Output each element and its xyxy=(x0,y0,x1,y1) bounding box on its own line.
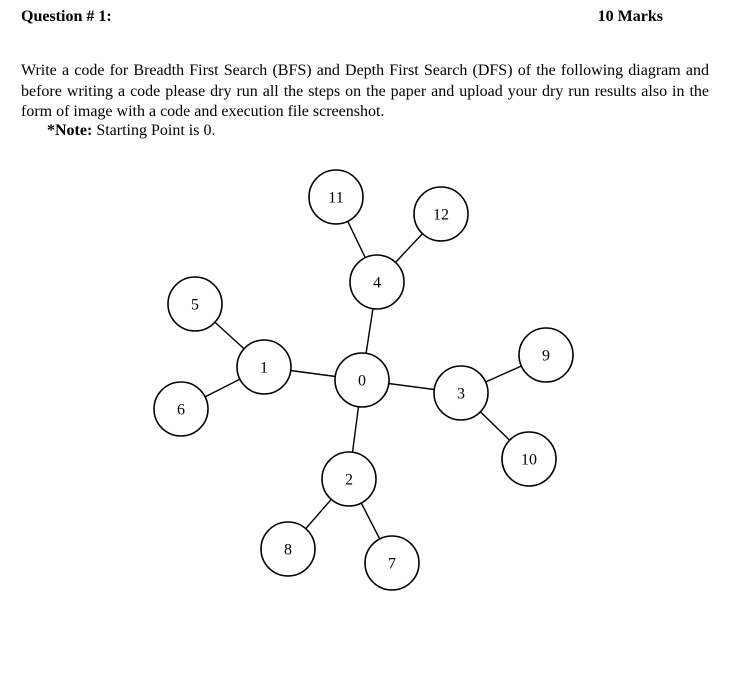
graph-nodes xyxy=(154,170,573,590)
node-label: 5 xyxy=(191,296,199,314)
node-4 xyxy=(350,255,404,309)
node-label: 10 xyxy=(521,451,537,469)
node-2 xyxy=(322,452,376,506)
node-label: 11 xyxy=(328,189,344,207)
node-1 xyxy=(237,340,291,394)
node-label: 0 xyxy=(358,372,366,390)
question-instructions: Write a code for Breadth First Search (BFS) and Depth First Search (DFS) of the following diagram and before writing a code please dry run all the steps on the paper and upload your dry run results also in the form of image with a code and execution file screenshot. xyxy=(21,62,709,120)
node-label: 6 xyxy=(177,401,185,419)
node-10 xyxy=(502,432,556,486)
node-label: 7 xyxy=(388,555,396,573)
node-label: 1 xyxy=(260,359,268,377)
node-8 xyxy=(261,522,315,576)
node-5 xyxy=(168,277,222,331)
node-label: 12 xyxy=(433,206,449,224)
node-label: 8 xyxy=(284,541,292,559)
node-0 xyxy=(335,353,389,407)
node-label: 3 xyxy=(457,385,465,403)
question-title: Question # 1: xyxy=(21,8,112,25)
node-label: 2 xyxy=(345,471,353,489)
node-3 xyxy=(434,366,488,420)
node-9 xyxy=(519,328,573,382)
node-11 xyxy=(309,170,363,224)
node-6 xyxy=(154,382,208,436)
node-label: 9 xyxy=(542,347,550,365)
note-text: Starting Point is 0. xyxy=(92,122,216,139)
note-label: *Note: xyxy=(47,122,93,139)
question-marks: 10 Marks xyxy=(597,8,663,25)
node-label: 4 xyxy=(373,274,381,292)
node-7 xyxy=(365,536,419,590)
node-12 xyxy=(414,187,468,241)
